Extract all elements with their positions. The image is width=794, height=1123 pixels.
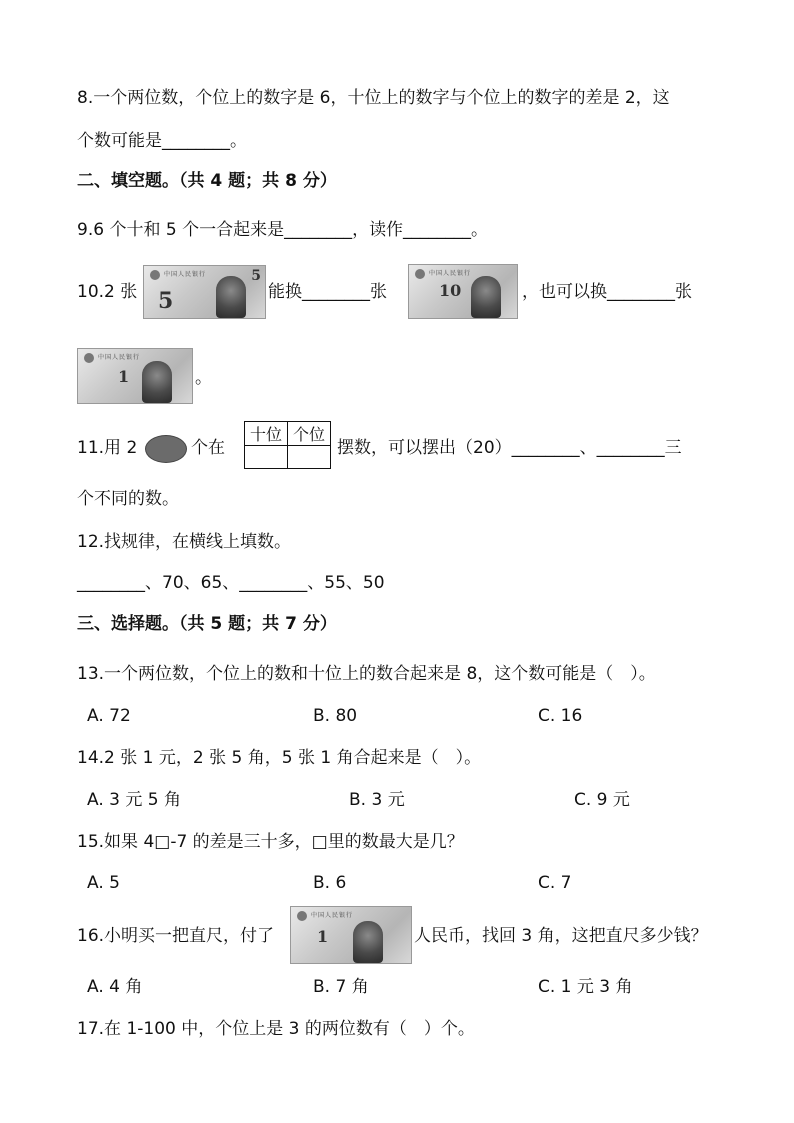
q10-mid: 能换________张 — [268, 282, 387, 302]
q11-suffix: 摆数，可以摆出（20）________、________三 — [337, 438, 682, 458]
note-denomination: 1 — [118, 367, 130, 386]
note-caption: 中国人民银行 — [98, 354, 141, 361]
q14-option-c[interactable]: C. 9 元 — [574, 790, 630, 810]
q14-option-a[interactable]: A. 3 元 5 角 — [87, 790, 181, 810]
q13-option-b[interactable]: B. 80 — [313, 706, 358, 726]
q11-mid: 个在 — [191, 438, 225, 458]
q10-suffix: ，也可以换________张 — [522, 282, 692, 302]
q13-text: 13.一个两位数，个位上的数和十位上的数合起来是 8，这个数可能是（ ）。 — [77, 664, 656, 684]
q15-text: 15.如果 4□-7 的差是三十多，□里的数最大是几？ — [77, 832, 464, 852]
q15-option-b[interactable]: B. 6 — [313, 873, 347, 893]
q8-line1: 8.一个两位数，个位上的数字是 6，十位上的数字与个位上的数字的差是 2，这 — [77, 88, 670, 108]
note-caption: 中国人民银行 — [429, 270, 472, 277]
q8-line2: 个数可能是________。 — [77, 131, 247, 151]
q16-prefix: 16.小明买一把直尺，付了 — [77, 926, 275, 946]
note-caption: 中国人民银行 — [164, 271, 207, 278]
portrait-icon — [471, 276, 501, 318]
banknote-1-yuan-image — [77, 348, 193, 404]
q14-text: 14.2 张 1 元，2 张 5 角，5 张 1 角合起来是（ ）。 — [77, 748, 482, 768]
national-emblem-icon — [150, 270, 160, 280]
ones-cell — [288, 446, 331, 469]
banknote-5-yuan-image — [143, 265, 266, 319]
q13-option-a[interactable]: A. 72 — [87, 706, 131, 726]
q12-line1: 12.找规律，在横线上填数。 — [77, 532, 292, 552]
section3-title: 三、选择题。（共 5 题；共 7 分） — [77, 614, 337, 634]
note-denomination: 10 — [439, 281, 462, 300]
banknote-1-yuan-image — [290, 906, 412, 964]
q10-prefix: 10.2 张 — [77, 282, 138, 302]
portrait-icon — [216, 276, 246, 318]
q15-option-c[interactable]: C. 7 — [538, 873, 572, 893]
tens-header: 十位 — [245, 422, 288, 446]
national-emblem-icon — [297, 911, 307, 921]
note-denomination: 5 — [158, 288, 174, 314]
q15-option-a[interactable]: A. 5 — [87, 873, 120, 893]
portrait-icon — [142, 361, 172, 403]
q12-line2: ________、70、65、________、55、50 — [77, 573, 385, 593]
portrait-icon — [353, 921, 383, 963]
oval-counter-icon — [145, 435, 187, 463]
national-emblem-icon — [84, 353, 94, 363]
q17-text: 17.在 1-100 中，个位上是 3 的两位数有（ ）个。 — [77, 1019, 475, 1039]
q10-end: 。 — [195, 368, 212, 388]
place-value-table — [244, 421, 331, 469]
q16-option-c[interactable]: C. 1 元 3 角 — [538, 977, 633, 997]
note-denomination: 1 — [317, 927, 329, 946]
q16-option-b[interactable]: B. 7 角 — [313, 977, 369, 997]
q13-option-c[interactable]: C. 16 — [538, 706, 583, 726]
banknote-10-yuan-image — [408, 264, 518, 319]
note-caption: 中国人民银行 — [311, 912, 354, 919]
q14-option-b[interactable]: B. 3 元 — [349, 790, 405, 810]
q16-suffix: 人民币，找回 3 角，这把直尺多少钱？ — [414, 926, 708, 946]
q11-prefix: 11.用 2 — [77, 438, 138, 458]
ones-header: 个位 — [288, 422, 331, 446]
q9-text: 9.6 个十和 5 个一合起来是________，读作________。 — [77, 220, 489, 240]
q16-option-a[interactable]: A. 4 角 — [87, 977, 143, 997]
q11-line2: 个不同的数。 — [77, 489, 179, 509]
tens-cell — [245, 446, 288, 469]
note-denomination-corner: 5 — [251, 268, 261, 284]
national-emblem-icon — [415, 269, 425, 279]
section2-title: 二、填空题。（共 4 题；共 8 分） — [77, 171, 337, 191]
